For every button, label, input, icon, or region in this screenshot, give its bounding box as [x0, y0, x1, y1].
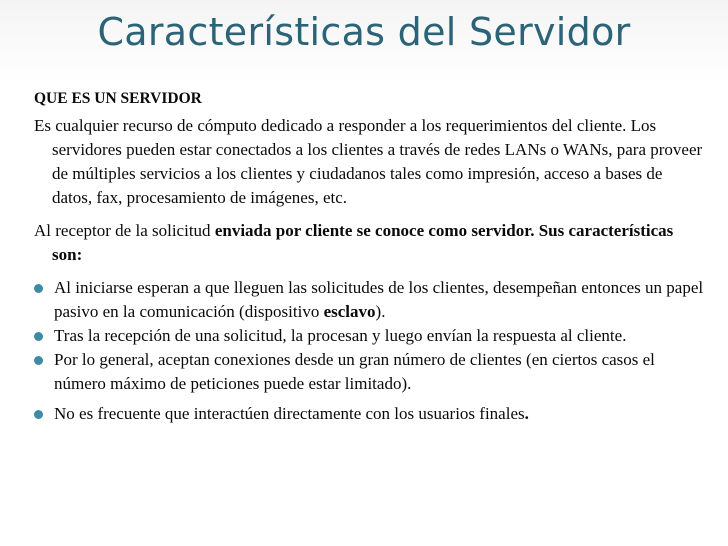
list-item — [34, 402, 706, 426]
slide-content — [34, 88, 706, 426]
slide-title: Características del Servidor — [97, 10, 631, 54]
definition-paragraph: Es cualquier recurso de cómputo dedicado a responder a los requerimientos del cliente. Los servidores pueden estar conectados a los clientes a través de redes LANs o WANs, para proveer de múltiples servicios a los clientes y ciudadanos tales como impresión, acceso a bases de datos, fax, procesamiento de imágenes, etc. — [34, 116, 703, 207]
bullet-icon — [34, 356, 43, 365]
intro-plain-text: Al receptor de la solicitud — [34, 221, 215, 240]
characteristics-list — [34, 276, 706, 426]
list-item-text: Por lo general, aceptan conexiones desde un gran número de clientes (en ciertos casos el número máximo de peticiones puede estar limitado). — [54, 350, 655, 393]
section-heading: QUE ES UN SERVIDOR — [34, 90, 202, 107]
list-item-bold-text: esclavo — [323, 302, 376, 321]
list-item-text: No es frecuente que interactúen directamente con los usuarios finales — [54, 404, 525, 423]
list-item-bold-text: . — [524, 404, 529, 423]
list-item — [34, 348, 706, 396]
list-item — [34, 276, 706, 324]
list-item-text-end: ). — [375, 302, 386, 321]
bullet-icon — [34, 284, 43, 293]
intro-bold-text: enviada por cliente se conoce como servidor. Sus características son: — [52, 221, 674, 264]
intro-paragraph — [34, 219, 706, 267]
bullet-icon — [34, 410, 43, 419]
bullet-icon — [34, 332, 43, 341]
list-item-text: Al iniciarse esperan a que lleguen las solicitudes de los clientes, desempeñan entonces un papel pasivo en la comunicación (dispositivo — [54, 278, 704, 321]
list-item — [34, 324, 706, 348]
list-item-text: Tras la recepción de una solicitud, la procesan y luego envían la respuesta al cliente. — [54, 326, 627, 345]
